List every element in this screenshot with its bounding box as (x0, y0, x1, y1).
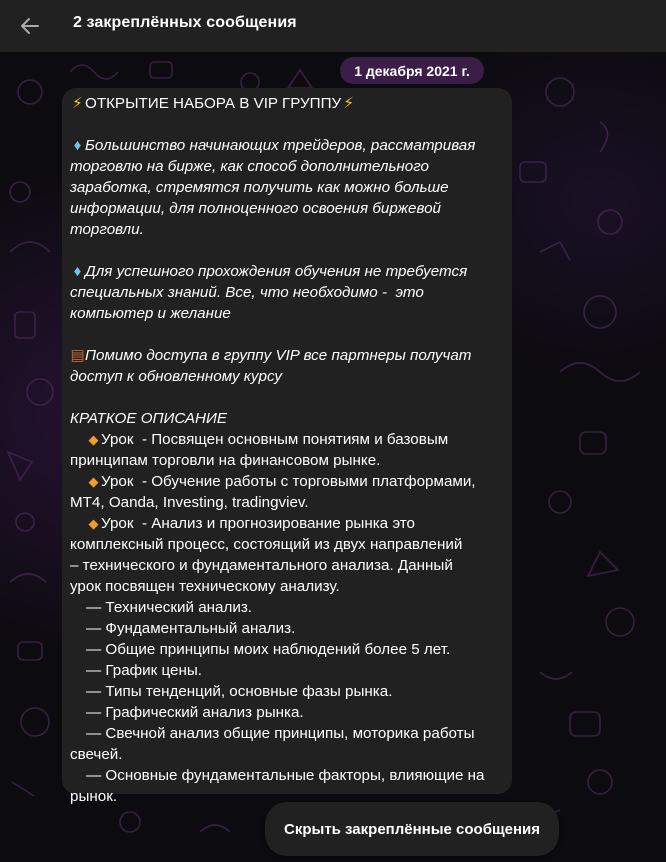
topic-line: — Свечной анализ общие принципы, моторика работы (86, 725, 475, 742)
lesson-line: комплексный процесс, состоящий из двух направлений (70, 536, 463, 553)
lesson-line: урок посвящен техническому анализу. (70, 578, 340, 595)
paragraph-line: ♦ Большинство начинающих трейдеров, рассматривая (70, 135, 504, 156)
orange-diamond-icon: ◆ (88, 516, 99, 531)
hide-pinned-messages-button[interactable]: Скрыть закреплённые сообщения (265, 802, 559, 856)
orange-diamond-icon: ◆ (88, 432, 99, 447)
paragraph-line: ♦ Для успешного прохождения обучения не требуется (70, 261, 504, 282)
pinned-header (0, 0, 666, 52)
blank-line (70, 114, 504, 135)
diamond-icon: ♦ (73, 263, 82, 280)
lightning-icon: ⚡ (343, 95, 354, 112)
paragraph-line: компьютер и желание (70, 305, 231, 322)
books-icon: ▤ (70, 347, 85, 364)
blank-line (70, 324, 504, 345)
date-badge: 1 декабря 2021 г. (340, 57, 484, 84)
paragraph-line: ▤Помимо доступа в группу VIP все партнеры получат (70, 347, 472, 364)
pinned-message-bubble[interactable] (62, 88, 512, 805)
lesson-line: ◆ Урок - Анализ и прогнозирование рынка это (70, 513, 504, 534)
section-title: КРАТКОЕ ОПИСАНИЕ (70, 410, 227, 427)
diamond-icon: ♦ (73, 137, 82, 154)
topic-line: — Технический анализ. (86, 599, 253, 616)
message-title-line (70, 93, 504, 114)
topic-line: — Типы тенденций, основные фазы рынка. (86, 683, 393, 700)
lesson-line: ◆ Урок - Посвящен основным понятиям и базовым (70, 429, 504, 450)
paragraph-line: доступ к обновленному курсу (70, 368, 282, 385)
back-button[interactable] (10, 6, 50, 46)
lightning-icon: ⚡ (72, 95, 83, 112)
topic-line: — График цены. (86, 662, 203, 679)
topic-line: рынок. (70, 788, 118, 805)
topic-line: — Общие принципы моих наблюдений более 5 лет. (86, 641, 451, 658)
paragraph-line: информации, для полноценного освоения биржевой (70, 200, 441, 217)
lesson-line: MT4, Oanda, Investing, tradingviev. (70, 494, 309, 511)
blank-line (70, 240, 504, 261)
topic-line: свечей. (70, 746, 123, 763)
topic-line: — Фундаментальный анализ. (86, 620, 296, 637)
lesson-line: – технического и фундаментального анализа. Данный (70, 557, 453, 574)
message-title: ОТКРЫТИЕ НАБОРА В VIP ГРУППУ (85, 95, 342, 112)
orange-diamond-icon: ◆ (88, 474, 99, 489)
paragraph-line: торговлю на бирже, как способ дополнительного (70, 158, 429, 175)
lesson-line: ◆ Урок - Обучение работы с торговыми платформами, (70, 471, 504, 492)
paragraph-line: заработка, стремятся получить как можно больше (70, 179, 449, 196)
blank-line (70, 387, 504, 408)
header-title: 2 закреплённых сообщения (73, 14, 297, 31)
message-text (62, 88, 512, 807)
topic-line: — Основные фундаментальные факторы, влияющие на (86, 767, 485, 784)
paragraph-line: специальных знаний. Все, что необходимо - это (70, 284, 424, 301)
arrow-left-icon (20, 16, 40, 36)
paragraph-line: торговли. (70, 221, 144, 238)
lesson-line: принципам торговли на финансовом рынке. (70, 452, 381, 469)
topic-line: — Графический анализ рынка. (86, 704, 304, 721)
